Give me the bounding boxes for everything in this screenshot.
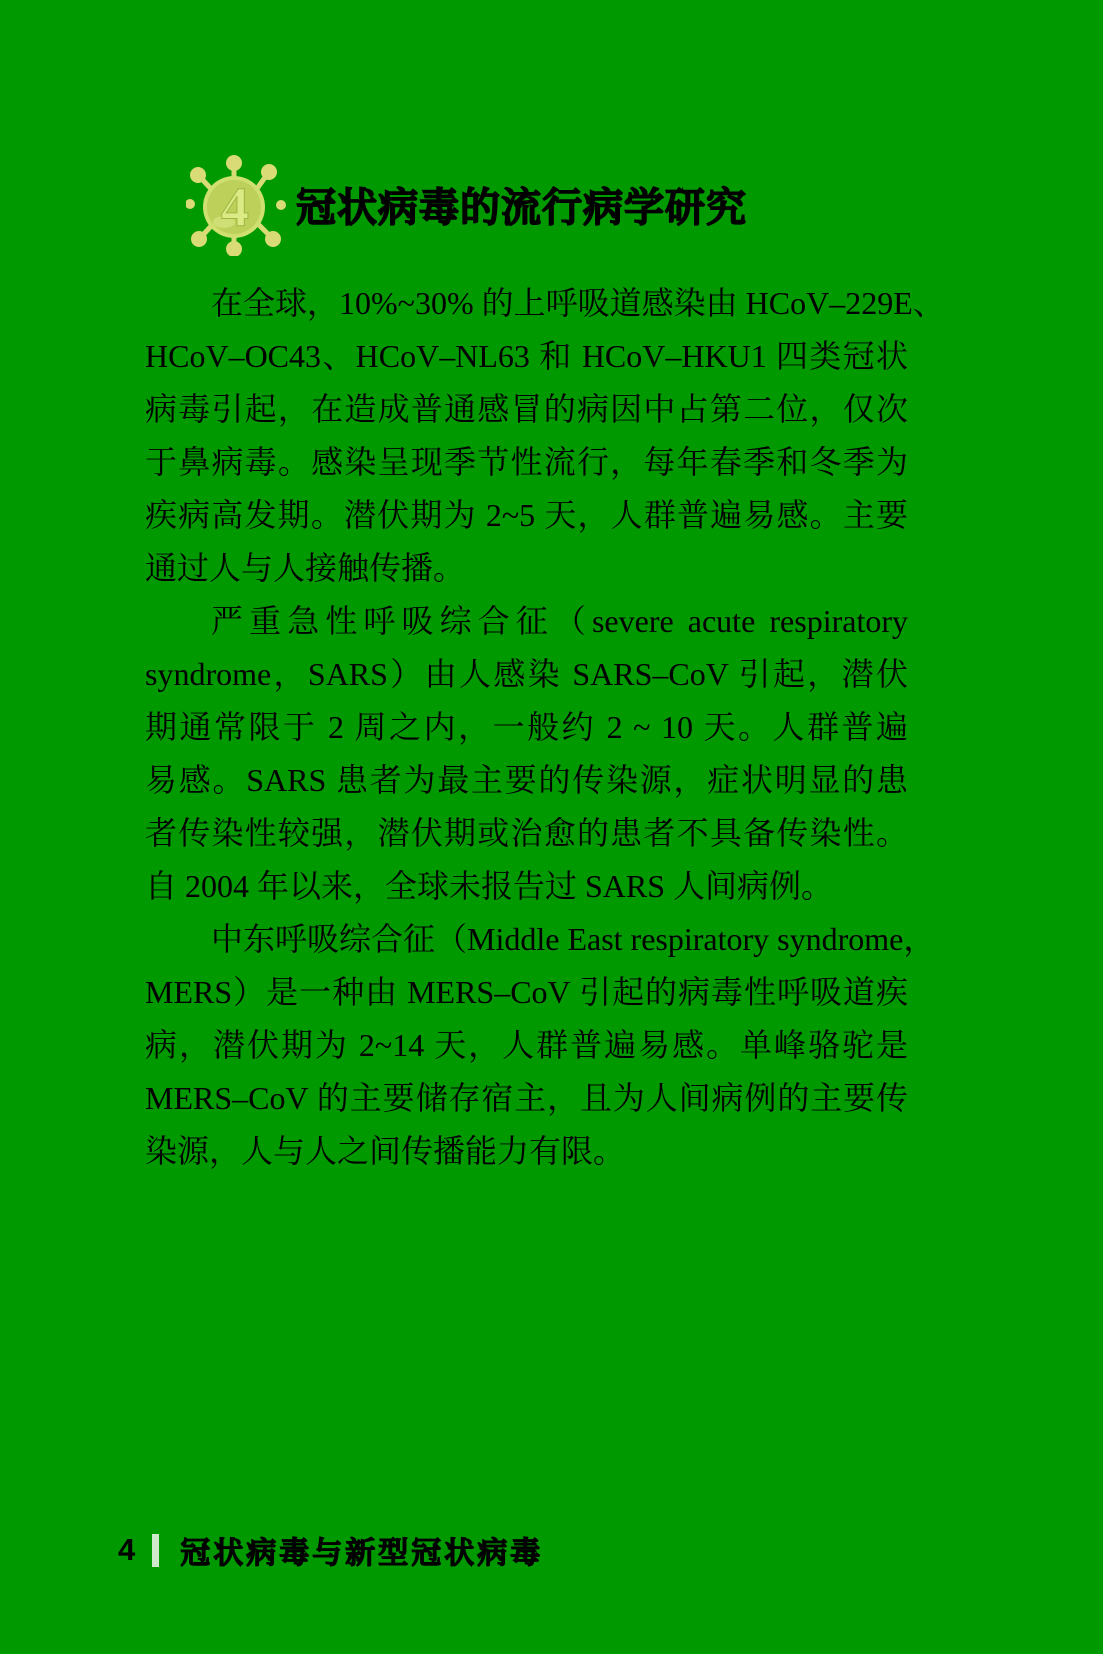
text-line: 通过人与人接触传播。 xyxy=(145,550,466,586)
virus-icon xyxy=(186,152,286,256)
chapter-number: 4 xyxy=(221,177,249,239)
text-line: 病，潜伏期为 2~14 天，人群普遍易感。单峰骆驼是 xyxy=(145,1027,908,1063)
text-line: 易感。SARS 患者为最主要的传染源，症状明显的患 xyxy=(145,762,908,798)
text-line: MERS）是一种由 MERS–CoV 引起的病毒性呼吸道疾 xyxy=(145,974,908,1010)
page-footer xyxy=(118,1528,543,1572)
body-text xyxy=(145,277,945,1178)
chapter-header xyxy=(186,152,747,256)
footer-separator-bar xyxy=(152,1534,159,1567)
book-title: 冠状病毒与新型冠状病毒 xyxy=(180,1537,544,1570)
text-line: 自 2004 年以来，全球未报告过 SARS 人间病例。 xyxy=(145,868,834,904)
text-line: HCoV–OC43、HCoV–NL63 和 HCoV–HKU1 四类冠状 xyxy=(145,338,908,374)
chapter-title: 冠状病毒的流行病学研究 xyxy=(296,185,747,230)
text-line: MERS–CoV 的主要储存宿主，且为人间病例的主要传 xyxy=(145,1080,908,1116)
page-number: 4 xyxy=(118,1532,136,1567)
text-line: 期通常限于 2 周之内，一般约 2 ~ 10 天。人群普遍 xyxy=(145,709,908,745)
text-line: 者传染性较强，潜伏期或治愈的患者不具备传染性。 xyxy=(145,815,908,851)
text-line: 病毒引起，在造成普通感冒的病因中占第二位，仅次 xyxy=(145,391,908,427)
text-line: 染源，人与人之间传播能力有限。 xyxy=(145,1133,626,1169)
virus-icon-svg xyxy=(186,152,286,256)
text-line: 在全球，10%~30% 的上呼吸道感染由 HCoV–229E、 xyxy=(211,285,945,321)
text-line: 于鼻病毒。感染呈现季节性流行，每年春季和冬季为 xyxy=(145,444,908,480)
text-line: 严重急性呼吸综合征（severe acute respiratory xyxy=(211,603,908,639)
text-line: syndrome，SARS）由人感染 SARS–CoV 引起，潜伏 xyxy=(145,656,908,692)
text-line: 疾病高发期。潜伏期为 2~5 天，人群普遍易感。主要 xyxy=(145,497,908,533)
text-line: 中东呼吸综合征（Middle East respiratory syndrome， xyxy=(211,921,936,957)
